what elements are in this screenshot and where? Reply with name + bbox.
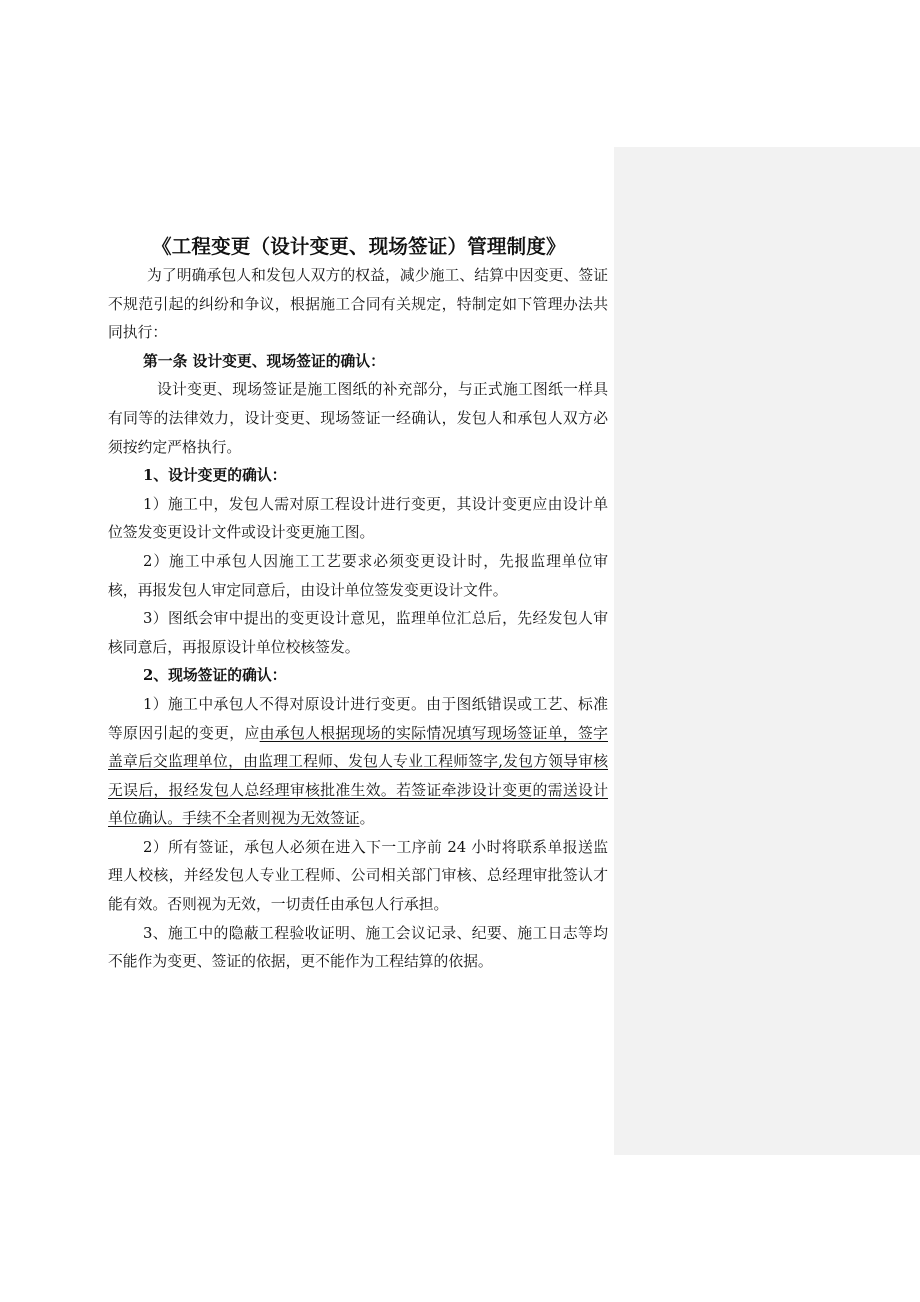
document-body <box>108 236 608 977</box>
section-2-item-1-end: 。 <box>359 810 375 828</box>
section-2-item-1-underlined-text: 由承包人根据现场的实际情况填写现场签证单，签字盖章后交监理单位，由监理工程师、发包人专业工程师签字,发包方领导审核无误后，报经发包人总经理审核批准生效。若签证牵涉设计变更的需送设计单位确认。手续不全者则视为无效签证 <box>108 724 608 828</box>
section-2-item-1 <box>108 691 608 834</box>
comment-pane <box>614 147 920 1155</box>
document-title: 《工程变更（设计变更、现场签证）管理制度》 <box>152 235 566 258</box>
section-1-item-1: 1）施工中，发包人需对原工程设计进行变更，其设计变更应由设计单位签发变更设计文件或设计变更施工图。 <box>108 495 608 542</box>
intro-paragraph: 为了明确承包人和发包人双方的权益，减少施工、结算中因变更、签证不规范引起的纠纷和争议，根据施工合同有关规定，特制定如下管理办法共同执行： <box>108 267 608 342</box>
section-1-heading: 1、设计变更的确认： <box>143 467 287 485</box>
section-1-item-2: 2）施工中承包人因施工工艺要求必须变更设计时，先报监理单位审核，再报发包人审定同意后，由设计单位签发变更设计文件。 <box>108 552 608 599</box>
article-1-heading: 第一条 设计变更、现场签证的确认： <box>143 352 385 370</box>
section-2-item-2: 2）所有签证，承包人必须在进入下一工序前 24 小时将联系单报送监理人校核，并经发包人专业工程师、公司相关部门审核、总经理审批签认才能有效。否则视为无效，一切责任由承包人行承担。 <box>108 838 608 914</box>
section-1-item-3: 3）图纸会审中提出的变更设计意见，监理单位汇总后，先经发包人审核同意后，再报原设计单位校核签发。 <box>108 610 608 656</box>
section-2-heading: 2、现场签证的确认： <box>143 667 287 685</box>
section-2-item-1-text: 1）施工中承包人不得对原设计进行变更。由于图纸错误或工艺、标准等原因引起的变更，应 <box>108 695 608 742</box>
section-3-paragraph: 3、施工中的隐蔽工程验收证明、施工会议记录、纪要、施工日志等均不能作为变更、签证的依据，更不能作为工程结算的依据。 <box>108 924 608 971</box>
article-1-body: 设计变更、现场签证是施工图纸的补充部分，与正式施工图纸一样具有同等的法律效力，设计变更、现场签证一经确认，发包人和承包人双方必须按约定严格执行。 <box>108 381 608 456</box>
